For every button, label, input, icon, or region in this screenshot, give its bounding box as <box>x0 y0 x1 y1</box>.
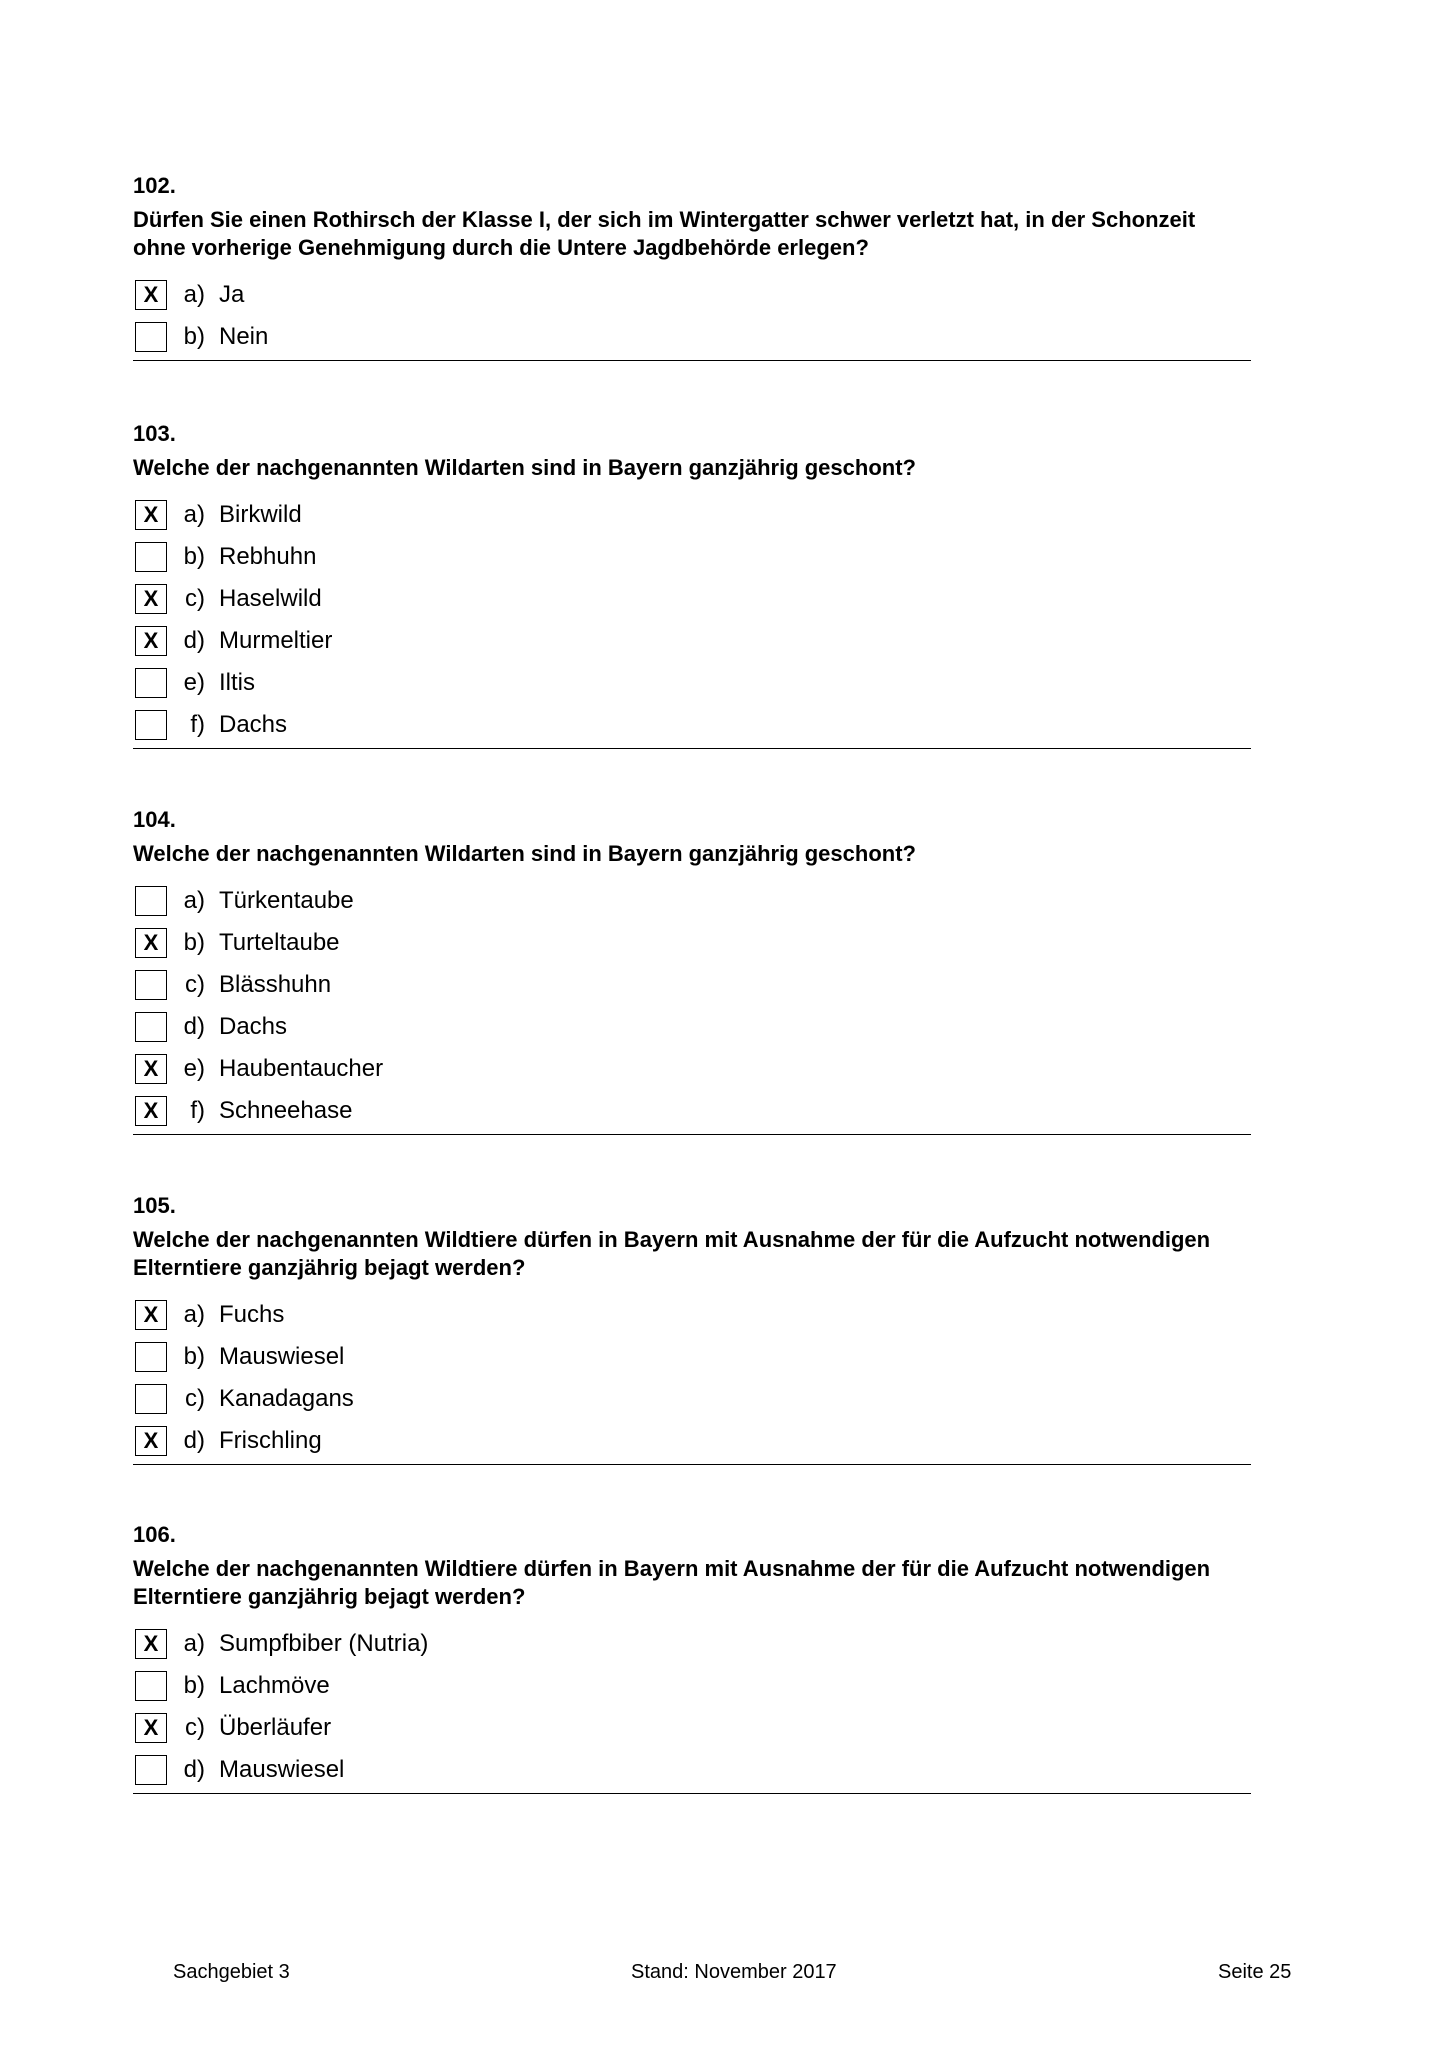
question-number: 105. <box>133 1193 176 1218</box>
option-text: Birkwild <box>219 501 302 528</box>
answer-checkbox[interactable] <box>135 886 167 916</box>
question-104 <box>133 806 1251 1132</box>
option-text: Mauswiesel <box>219 1756 345 1783</box>
option-letter: f) <box>190 1097 205 1124</box>
option-letter: d) <box>183 1427 205 1454</box>
question-text: Dürfen Sie einen Rothirsch der Klasse I, der sich im Wintergatter schwer verletzt hat, in der Schonzeit ohne vorherige Genehmigung durch die Untere Jagdbehörde erlegen? <box>133 207 1196 260</box>
option-letter: f) <box>190 711 205 738</box>
answer-checkbox[interactable]: X <box>135 1713 167 1743</box>
answer-checkbox[interactable]: X <box>135 500 167 530</box>
option-text: Murmeltier <box>219 627 333 654</box>
answer-option <box>133 880 1251 922</box>
option-text: Haselwild <box>219 585 322 612</box>
question-number: 102. <box>133 173 176 198</box>
option-text: Frischling <box>219 1427 322 1454</box>
question-text: Welche der nachgenannten Wildtiere dürfen in Bayern mit Ausnahme der für die Aufzucht notwendigen Elterntiere ganzjährig bejagt werden? <box>133 1227 1211 1280</box>
question-number: 104. <box>133 807 176 832</box>
answer-checkbox[interactable] <box>135 970 167 1000</box>
option-letter: c) <box>185 971 205 998</box>
option-letter: d) <box>183 1756 205 1783</box>
option-text: Türkentaube <box>219 887 354 914</box>
question-number: 103. <box>133 421 176 446</box>
question-divider <box>133 1464 1251 1465</box>
option-letter: b) <box>183 323 205 350</box>
answer-checkbox[interactable] <box>135 322 167 352</box>
question-divider <box>133 1134 1251 1135</box>
question-text: Welche der nachgenannten Wildarten sind in Bayern ganzjährig geschont? <box>133 841 916 866</box>
answer-checkbox[interactable]: X <box>135 280 167 310</box>
option-letter: b) <box>183 543 205 570</box>
answer-checkbox[interactable] <box>135 1755 167 1785</box>
answer-checkbox[interactable] <box>135 668 167 698</box>
option-letter: a) <box>183 501 205 528</box>
option-text: Turteltaube <box>219 929 340 956</box>
answer-checkbox[interactable] <box>135 1342 167 1372</box>
answer-checkbox[interactable]: X <box>135 1096 167 1126</box>
answer-option <box>133 578 1251 620</box>
option-letter: d) <box>183 1013 205 1040</box>
option-letter: a) <box>183 887 205 914</box>
option-text: Ja <box>219 281 245 308</box>
answer-checkbox[interactable] <box>135 710 167 740</box>
answer-checkbox[interactable]: X <box>135 1054 167 1084</box>
answer-option <box>133 704 1251 746</box>
answer-option <box>133 1294 1251 1336</box>
footer-date: Stand: November 2017 <box>631 1961 837 1983</box>
option-letter: e) <box>183 1055 205 1082</box>
option-text: Kanadagans <box>219 1385 354 1412</box>
answer-option <box>133 662 1251 704</box>
answer-checkbox[interactable]: X <box>135 626 167 656</box>
answer-option <box>133 1707 1251 1749</box>
answer-checkbox[interactable] <box>135 1012 167 1042</box>
option-letter: e) <box>183 669 205 696</box>
option-text: Schneehase <box>219 1097 353 1124</box>
option-text: Iltis <box>219 669 255 696</box>
option-letter: b) <box>183 1672 205 1699</box>
answer-checkbox[interactable]: X <box>135 584 167 614</box>
question-103 <box>133 420 1251 746</box>
question-divider <box>133 1793 1251 1794</box>
question-divider <box>133 360 1251 361</box>
question-number: 106. <box>133 1522 176 1547</box>
option-letter: a) <box>183 281 205 308</box>
answer-option <box>133 1749 1251 1791</box>
answer-option <box>133 1048 1251 1090</box>
option-text: Blässhuhn <box>219 971 332 998</box>
answer-option <box>133 1090 1251 1132</box>
option-text: Rebhuhn <box>219 543 317 570</box>
answer-checkbox[interactable] <box>135 1671 167 1701</box>
option-letter: b) <box>183 1343 205 1370</box>
option-text: Fuchs <box>219 1301 285 1328</box>
answer-checkbox[interactable] <box>135 1384 167 1414</box>
option-text: Lachmöve <box>219 1672 330 1699</box>
answer-option <box>133 1623 1251 1665</box>
option-letter: c) <box>185 1714 205 1741</box>
option-letter: a) <box>183 1301 205 1328</box>
question-text: Welche der nachgenannten Wildtiere dürfen in Bayern mit Ausnahme der für die Aufzucht notwendigen Elterntiere ganzjährig bejagt werden? <box>133 1556 1211 1609</box>
answer-option <box>133 964 1251 1006</box>
option-text: Überläufer <box>219 1714 332 1741</box>
question-106 <box>133 1521 1251 1791</box>
answer-option <box>133 494 1251 536</box>
option-text: Nein <box>219 323 269 350</box>
option-letter: c) <box>185 1385 205 1412</box>
answer-checkbox[interactable] <box>135 542 167 572</box>
question-divider <box>133 748 1251 749</box>
question-text: Welche der nachgenannten Wildarten sind in Bayern ganzjährig geschont? <box>133 455 916 480</box>
answer-option <box>133 1378 1251 1420</box>
option-text: Dachs <box>219 711 288 738</box>
footer-page-number: Seite 25 <box>1218 1961 1292 1983</box>
option-letter: b) <box>183 929 205 956</box>
footer-section: Sachgebiet 3 <box>173 1961 290 1983</box>
option-letter: a) <box>183 1630 205 1657</box>
answer-option <box>133 1420 1251 1462</box>
answer-option <box>133 1665 1251 1707</box>
answer-checkbox[interactable]: X <box>135 1426 167 1456</box>
option-text: Sumpfbiber (Nutria) <box>219 1630 429 1657</box>
answer-option <box>133 316 1251 358</box>
question-102 <box>133 172 1251 358</box>
answer-checkbox[interactable]: X <box>135 1629 167 1659</box>
answer-option <box>133 922 1251 964</box>
option-text: Dachs <box>219 1013 288 1040</box>
option-letter: c) <box>185 585 205 612</box>
answer-checkbox[interactable]: X <box>135 928 167 958</box>
answer-option <box>133 620 1251 662</box>
question-105 <box>133 1192 1251 1462</box>
answer-option <box>133 536 1251 578</box>
answer-option <box>133 1006 1251 1048</box>
option-text: Haubentaucher <box>219 1055 384 1082</box>
answer-checkbox[interactable]: X <box>135 1300 167 1330</box>
option-text: Mauswiesel <box>219 1343 345 1370</box>
answer-option <box>133 1336 1251 1378</box>
answer-option <box>133 274 1251 316</box>
option-letter: d) <box>183 627 205 654</box>
